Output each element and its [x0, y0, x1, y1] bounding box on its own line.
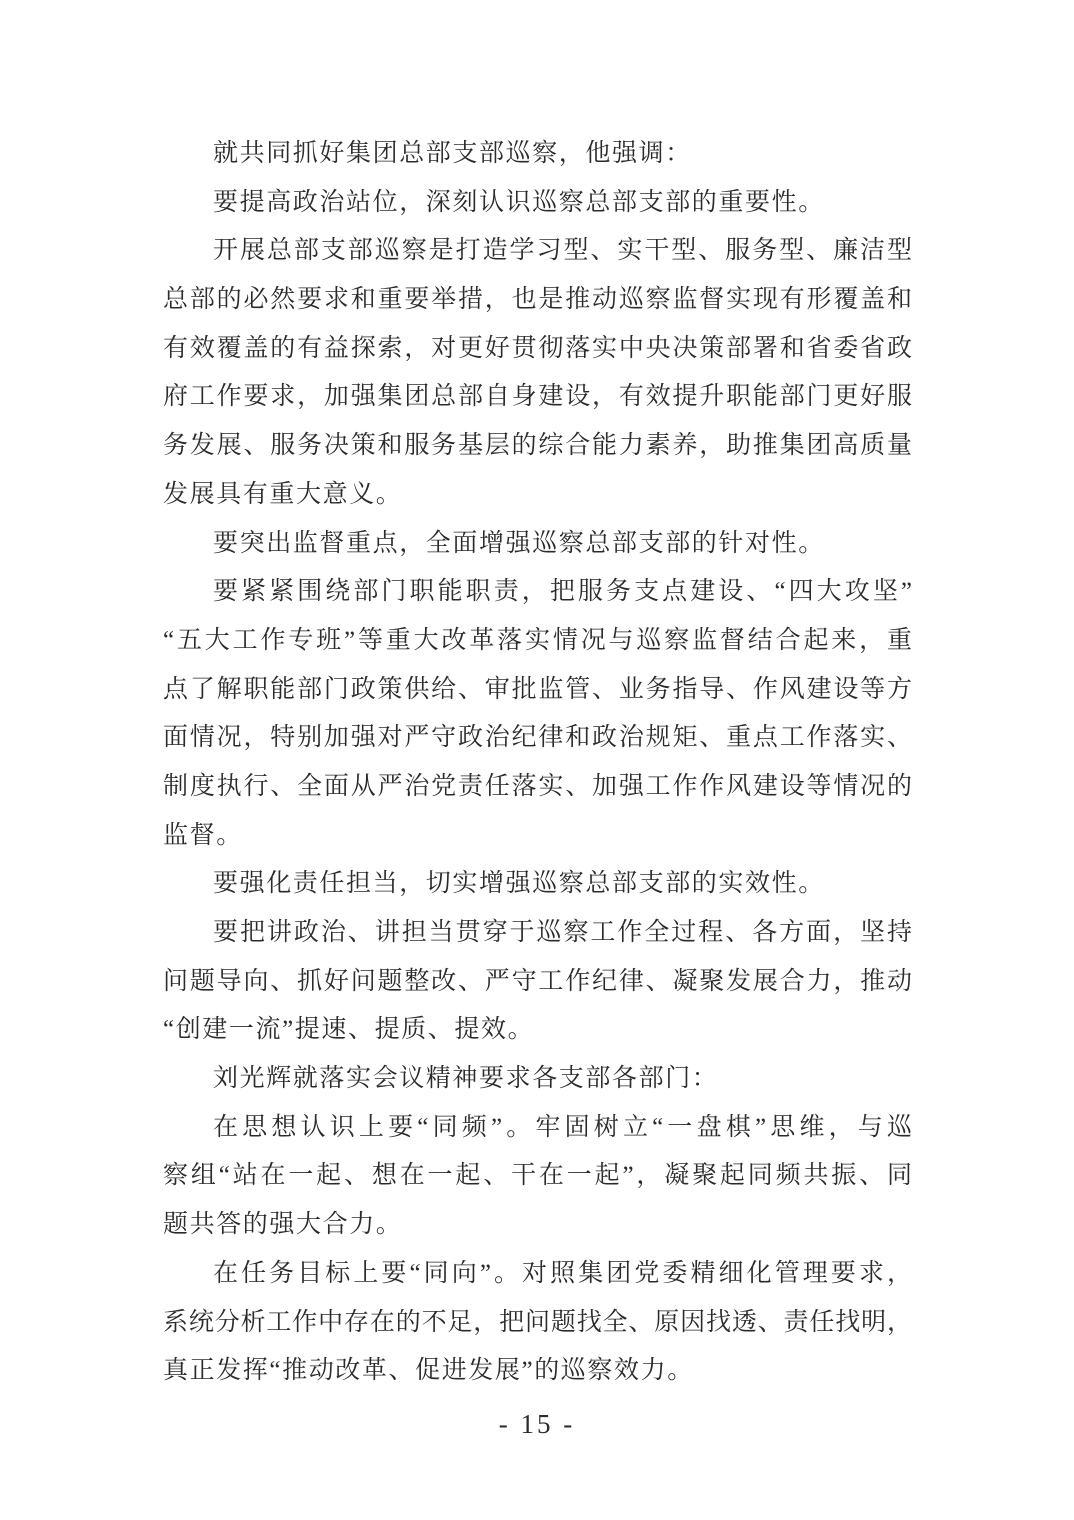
text-line: 要突出监督重点，全面增强巡察总部支部的针对性。	[213, 529, 825, 557]
text-line: 发展具有重大意义。	[163, 480, 403, 508]
text-line: 面情况，特别加强对严守政治纪律和政治规矩、重点工作落实、	[163, 724, 912, 752]
text-line: 监督。	[163, 821, 243, 849]
text-line: 府工作要求，加强集团总部自身建设，有效提升职能部门更好服	[163, 383, 912, 411]
text-line: 在思想认识上要“同频”。牢固树立“一盘棋”思维，与巡	[213, 1113, 912, 1141]
text-line: 真正发挥“推动改革、促进发展”的巡察效力。	[163, 1357, 694, 1385]
text-line: 务发展、服务决策和服务基层的综合能力素养，助推集团高质量	[163, 432, 912, 460]
text-line: 总部的必然要求和重要举措，也是推动巡察监督实现有形覆盖和	[163, 286, 912, 314]
text-line: 点了解职能部门政策供给、审批监管、业务指导、作风建设等方	[163, 675, 912, 703]
text-line: 题共答的强大合力。	[163, 1211, 403, 1239]
page-number: - 15 -	[498, 1409, 576, 1439]
text-line: “创建一流”提速、提质、提效。	[163, 1016, 535, 1044]
text-line: 要紧紧围绕部门职能职责，把服务支点建设、“四大攻坚”	[213, 578, 912, 606]
text-line: 开展总部支部巡察是打造学习型、实干型、服务型、廉洁型	[213, 237, 912, 265]
text-line: 系统分析工作中存在的不足，把问题找全、原因找透、责任找明，	[163, 1308, 912, 1336]
text-line: 在任务目标上要“同向”。对照集团党委精细化管理要求，	[213, 1259, 912, 1287]
text-lines	[163, 130, 912, 1396]
text-line: 刘光辉就落实会议精神要求各支部各部门：	[213, 1065, 719, 1093]
text-line: 要提高政治站位，深刻认识巡察总部支部的重要性。	[213, 188, 825, 216]
text-line: 问题导向、抓好问题整改、严守工作纪律、凝聚发展合力，推动	[163, 967, 912, 995]
text-line: 制度执行、全面从严治党责任落实、加强工作作风建设等情况的	[163, 772, 912, 800]
text-line: 察组“站在一起、想在一起、干在一起”，凝聚起同频共振、同	[163, 1162, 912, 1190]
text-line: 就共同抓好集团总部支部巡察，他强调：	[213, 140, 692, 167]
text-line: 有效覆盖的有益探索，对更好贯彻落实中央决策部署和省委省政	[163, 334, 912, 362]
text-line: “五大工作专班”等重大改革落实情况与巡察监督结合起来，重	[163, 626, 912, 654]
text-line: 要强化责任担当，切实增强巡察总部支部的实效性。	[213, 870, 825, 898]
text-line: 要把讲政治、讲担当贯穿于巡察工作全过程、各方面，坚持	[213, 919, 912, 946]
